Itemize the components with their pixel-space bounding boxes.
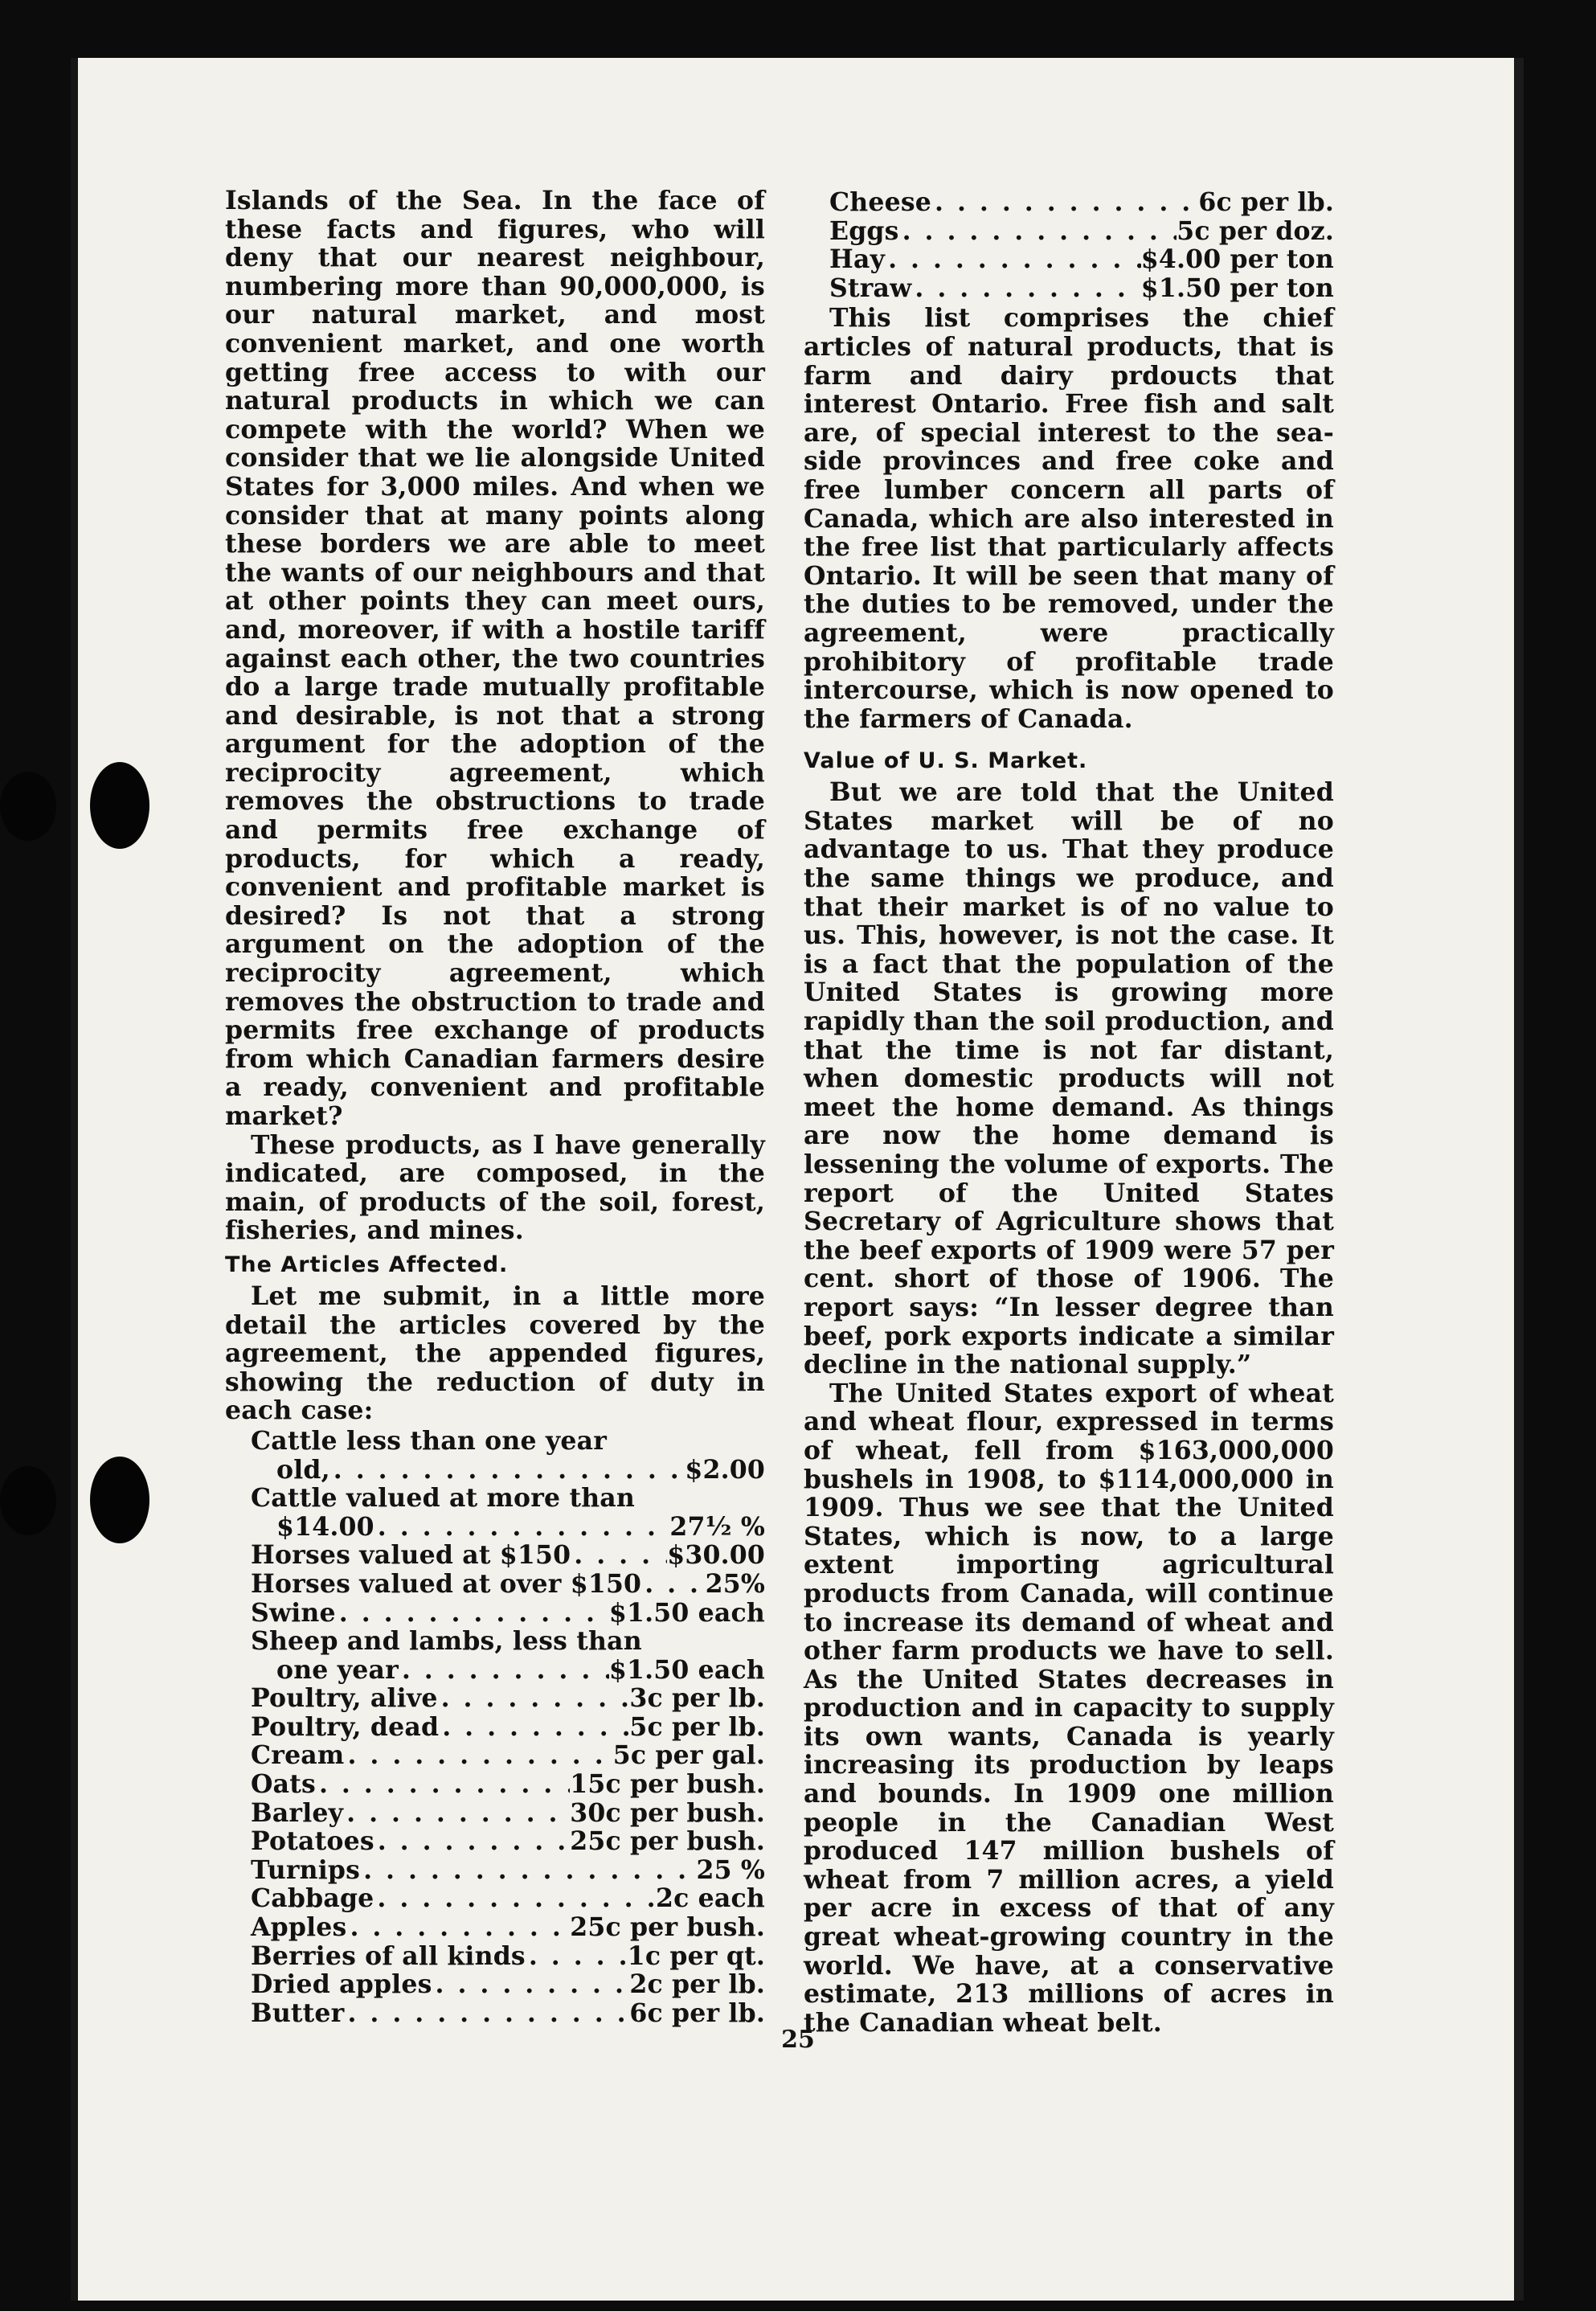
duty-item-value: $4.00 per ton (1140, 244, 1334, 275)
duty-item-name: Turnips (251, 1854, 361, 1885)
duty-item-value: 25% (705, 1568, 765, 1599)
duty-item-name: Straw (829, 272, 912, 303)
duty-item-name: Cream (251, 1740, 345, 1771)
duty-item-name: Barley (251, 1797, 344, 1828)
duty-item-name: Cattle less than one year (251, 1425, 608, 1456)
duty-row (251, 1656, 765, 1685)
duty-item-value: 2c per lb. (629, 1969, 765, 2000)
leader-dots (399, 1656, 609, 1685)
duty-row (251, 1570, 765, 1599)
duty-item-name: Horses valued at $150 (251, 1540, 571, 1571)
duty-item-value: 15c per bush. (570, 1769, 765, 1800)
binder-hole-lower-outer (0, 1466, 56, 1535)
leader-dots (432, 1970, 630, 1999)
left-paragraph-2: These products, as I have generally indicated, are composed, in the main, of products of the soil, forest, fisheries, and mines. (225, 1129, 765, 1246)
duty-item-value: 1c per qt. (627, 1940, 765, 1971)
duty-row (251, 1856, 765, 1885)
duty-item-value: $1.50 each (608, 1654, 765, 1685)
duty-row (251, 1942, 765, 1971)
leader-dots (641, 1570, 705, 1599)
duty-row (251, 1541, 765, 1570)
duty-item-name: Cheese (829, 187, 932, 217)
duty-item-name: Poultry, dead (251, 1711, 440, 1742)
duty-row (251, 1913, 765, 1942)
duty-item-name: Oats (251, 1769, 316, 1800)
duty-item-value: 25c per bush. (570, 1912, 765, 1943)
duty-item-name: Berries of all kinds (251, 1940, 526, 1971)
leader-dots (336, 1599, 609, 1628)
duty-row (251, 1427, 765, 1456)
leader-dots (374, 1827, 571, 1856)
duty-row (251, 1884, 765, 1913)
right-paragraph-2: But we are told that the United States market will be of no advantage to us. That they produce the same things we produce, and that their market is of no value to us. This, however, is not the case. It is a fact that the population of the United States is growing more rapidly than the soil production, and that the time is not far distant, when domestic products will not meet the home demand. As things are now the home demand is lessening the volume of exports. The report of the United States Secretary of Agriculture shows that the beef exports of 1909 were 57 per cent. short of those of 1906. The report says: “In lesser degree than beef, pork exports indicate a similar decline in the national supply.” (804, 777, 1334, 1380)
binder-hole-lower-inner (90, 1457, 149, 1543)
duty-item-name: Sheep and lambs, less than (251, 1626, 642, 1657)
duty-item-value: 5c per lb. (629, 1711, 765, 1742)
right-paragraph-3: The United States export of wheat and wheat flour, expressed in terms of wheat, fell from $163,000,000 bushels in 1908, to $114,000,000 in 1909. Thus we see that the United States, which is now, to a large extent importing agricultural products from Canada, will continue to increase its demand of wheat and other farm products we have to sell. As the United States decreases in production and in capacity to supply its own wants, Canada is yearly increasing its production by leaps and bounds. In 1909 one million people in the Canadian West produced 147 million bushels of wheat from 7 million acres, a yield per acre in excess of that of any great wheat-growing country in the world. We have, at a conservative estimate, 213 millions of acres in the Canadian wheat belt. (804, 1378, 1334, 2038)
leader-dots (931, 188, 1198, 217)
page-left-edge (71, 58, 78, 2301)
duty-row (251, 1627, 765, 1656)
leader-dots (344, 1741, 612, 1770)
duty-item-value: 3c per lb. (629, 1683, 765, 1714)
duty-list-left (225, 1427, 765, 2027)
leader-dots (346, 1913, 570, 1942)
right-paragraph-1: This list comprises the chief articles of natural products, that is farm and dairy prdoucts that interest Ontario. Free fish and salt are, of special interest to the sea-side provinces and free coke and free lumber concern all parts of Canada, which are also interested in the free list that particularly affects Ontario. It will be seen that many of the duties to be removed, under the agreement, were practically prohibitory of profitable trade intercourse, which is now opened to the farmers of Canada. (804, 303, 1334, 734)
heading-value-of-us-market: Value of U. S. Market. (804, 748, 1088, 774)
page-number: 25 (781, 2026, 815, 2054)
leader-dots (343, 1799, 570, 1828)
right-column (804, 186, 1334, 2037)
duty-item-value: $30.00 (667, 1540, 765, 1571)
duty-item-name: $14.00 (276, 1511, 374, 1542)
duty-item-name: Cabbage (251, 1883, 374, 1914)
leader-dots (439, 1713, 629, 1742)
duty-row (251, 1713, 765, 1742)
duty-row (251, 1684, 765, 1713)
left-column (225, 186, 765, 2029)
duty-item-value: 6c per lb. (1198, 187, 1334, 217)
duty-item-name: Eggs (829, 215, 899, 246)
duty-item-value: 2c each (656, 1883, 765, 1914)
duty-item-value: 27½ % (669, 1511, 765, 1542)
left-paragraph-1: Islands of the Sea. In the face of these facts and figures, who will deny that our nearest neighbour, numbering more than 90,000,000, is our natural market, and most convenient market, and one worth getting free access to with our natural products in which we can compete with the world? When we consider that we lie alongside United States for 3,000 miles. And when we consider that at many points along these borders we are able to meet the wants of our neighbours and that at other points they can meet ours, and, moreover, if with a hostile tariff against each other, the two countries do a large trade mutually profitable and desirable, is not that a strong argument for the adoption of the reciprocity agreement, which removes the obstructions to trade and permits free exchange of products, for which a ready, convenient and profitable market is desired? Is not that a strong argument on the adoption of the reciprocity agreement, which removes the obstruction to trade and permits free exchange of products from which Canadian farmers desire a ready, convenient and profitable market? (225, 186, 765, 1131)
duty-row (251, 1827, 765, 1856)
duty-item-name: Horses valued at over $150 (251, 1568, 642, 1599)
duty-item-name: Butter (251, 1998, 345, 2028)
duty-item-value: $2.00 (685, 1454, 765, 1485)
heading-articles-affected: The Articles Affected. (225, 1252, 509, 1277)
duty-item-value: 5c per gal. (612, 1740, 765, 1771)
duty-row (829, 245, 1334, 274)
duty-item-name: Hay (829, 244, 886, 275)
left-paragraph-3: Let me submit, in a little more detail the articles covered by the agreement, the appended figures, showing the reduction of duty in each case: (225, 1280, 765, 1426)
duty-item-name: Poultry, alive (251, 1683, 438, 1714)
duty-row (251, 1799, 765, 1828)
leader-dots (899, 217, 1177, 246)
leader-dots (438, 1684, 630, 1713)
leader-dots (374, 1513, 670, 1542)
duty-item-name: old, (276, 1454, 330, 1485)
duty-row (251, 1770, 765, 1799)
duty-list-right (804, 188, 1334, 302)
duty-row (829, 274, 1334, 303)
duty-row (251, 1599, 765, 1628)
duty-item-name: Potatoes (251, 1826, 374, 1857)
duty-row (251, 1484, 765, 1513)
leader-dots (571, 1541, 667, 1570)
binder-hole-upper-outer (0, 772, 56, 841)
leader-dots (526, 1942, 628, 1971)
leader-dots (911, 274, 1140, 303)
leader-dots (330, 1456, 685, 1485)
page-right-edge (1514, 58, 1524, 2301)
duty-row (251, 1456, 765, 1485)
duty-item-value: 25 % (696, 1854, 765, 1885)
duty-item-value: $1.50 each (608, 1597, 765, 1628)
duty-row (251, 1513, 765, 1542)
leader-dots (316, 1770, 570, 1799)
duty-row (829, 217, 1334, 246)
leader-dots (344, 1999, 629, 2028)
duty-item-name: Cattle valued at more than (251, 1483, 636, 1514)
leader-dots (360, 1856, 696, 1885)
duty-item-value: 25c per bush. (570, 1826, 765, 1857)
duty-item-value: 30c per bush. (570, 1797, 765, 1828)
duty-row (251, 1970, 765, 1999)
duty-row (251, 1999, 765, 2028)
duty-item-name: Swine (251, 1597, 336, 1628)
duty-item-value: 5c per doz. (1177, 215, 1334, 246)
duty-row (251, 1741, 765, 1770)
duty-item-name: Dried apples (251, 1969, 432, 2000)
leader-dots (374, 1884, 656, 1913)
duty-item-name: one year (276, 1654, 399, 1685)
duty-item-value: $1.50 per ton (1140, 272, 1334, 303)
duty-item-name: Apples (251, 1912, 347, 1943)
duty-item-value: 6c per lb. (629, 1998, 765, 2028)
binder-hole-upper-inner (90, 762, 149, 849)
leader-dots (885, 245, 1141, 274)
duty-row (829, 188, 1334, 217)
